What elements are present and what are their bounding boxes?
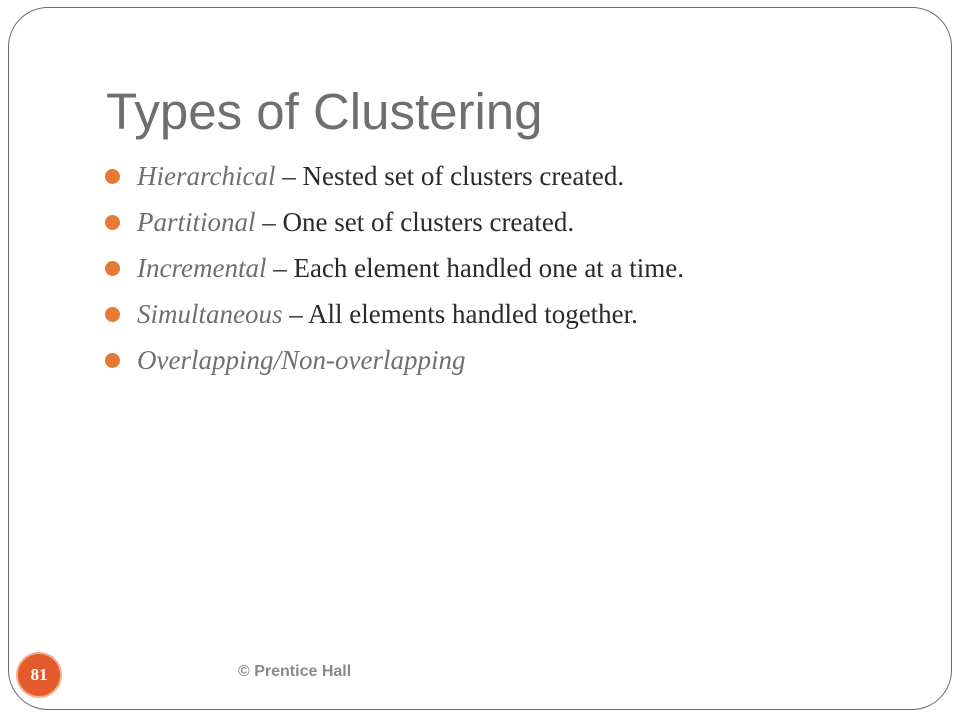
bullet-text (137, 153, 624, 199)
bullet-description: – One set of clusters created. (255, 207, 575, 237)
bullet-text (137, 245, 684, 291)
bullet-term: Partitional (137, 207, 256, 237)
page-number-badge: 81 (16, 652, 62, 698)
bullet-text (137, 291, 638, 337)
bullet-dot-icon (105, 169, 120, 184)
bullet-description: – Nested set of clusters created. (275, 161, 625, 191)
bullet-term: Incremental (137, 253, 267, 283)
bullet-text (137, 337, 465, 383)
bullet-text (137, 199, 574, 245)
slide-title: Types of Clustering (106, 83, 543, 140)
footer-copyright: © Prentice Hall (238, 663, 352, 680)
bullet-dot-icon (105, 307, 120, 322)
bullet-dot-icon (105, 261, 120, 276)
bullet-term: Hierarchical (137, 161, 276, 191)
bullet-dot-icon (105, 353, 120, 368)
bullet-term: Simultaneous (137, 299, 283, 329)
bullet-description: – Each element handled one at a time. (266, 253, 685, 283)
bullet-term: Overlapping/Non-overlapping (137, 345, 466, 375)
bullet-dot-icon (105, 215, 120, 230)
bullet-description: – All elements handled together. (282, 299, 638, 329)
